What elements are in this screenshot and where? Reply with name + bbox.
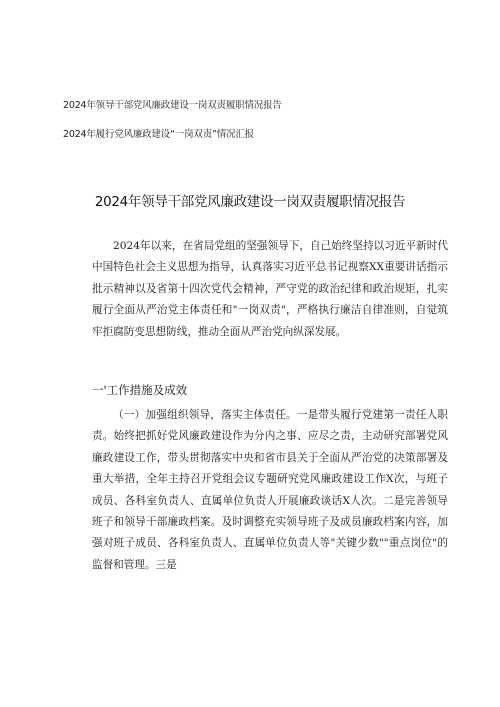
toc-entry-2[interactable]: 2024年履行党风廉政建设“一岗双责”情况汇报 [63,129,254,140]
toc-entry-1[interactable]: 2024年领导干部党风廉政建设一岗双责履职情况报告 [63,100,282,111]
document-title: 2024年领导干部党风廉政建设一岗双责履职情况报告 [94,194,406,210]
body-paragraph-measures: （一）加强组织领导，落实主体责任。一是带头履行党建第一责任人职责。始终把抓好党风廉政建设作为分内之事、应尽之责，主动研究部署党风廉政建设工作，带头贯彻落实中央和省市县关于全面从严治党的决策部署及重大举措，全年主持召开党组会议专题研究党风廉政建设工作X次，与班子成员、各科室负责人、直属单位负责人开展廉政谈话X人次。二是完善领导班子和领导干部廉政档案。及时调整充实领导班子及成员廉政档案内容，加强对班子成员、各科室负责人、直属单位负责人等"关键少数""重点岗位"的监督和管理。三是 [92,409,448,571]
section-heading-1: 一'工作措施及成效 [92,383,188,397]
body-paragraph-intro: 2024年以来，在省局党组的坚强领导下，自己始终坚持以习近平新时代中国特色社会主义思想为指导，认真落实习近平总书记视察XX重要讲话指示批示精神以及省第十四次党代会精神，严守党的政治纪律和政治规矩，扎实履行全面从严治党主体责任和"一岗双责"，严格执行廉洁自律准则，自觉筑牢拒腐防变思想防线，推动全面从严治党向纵深发展。 [92,240,448,338]
